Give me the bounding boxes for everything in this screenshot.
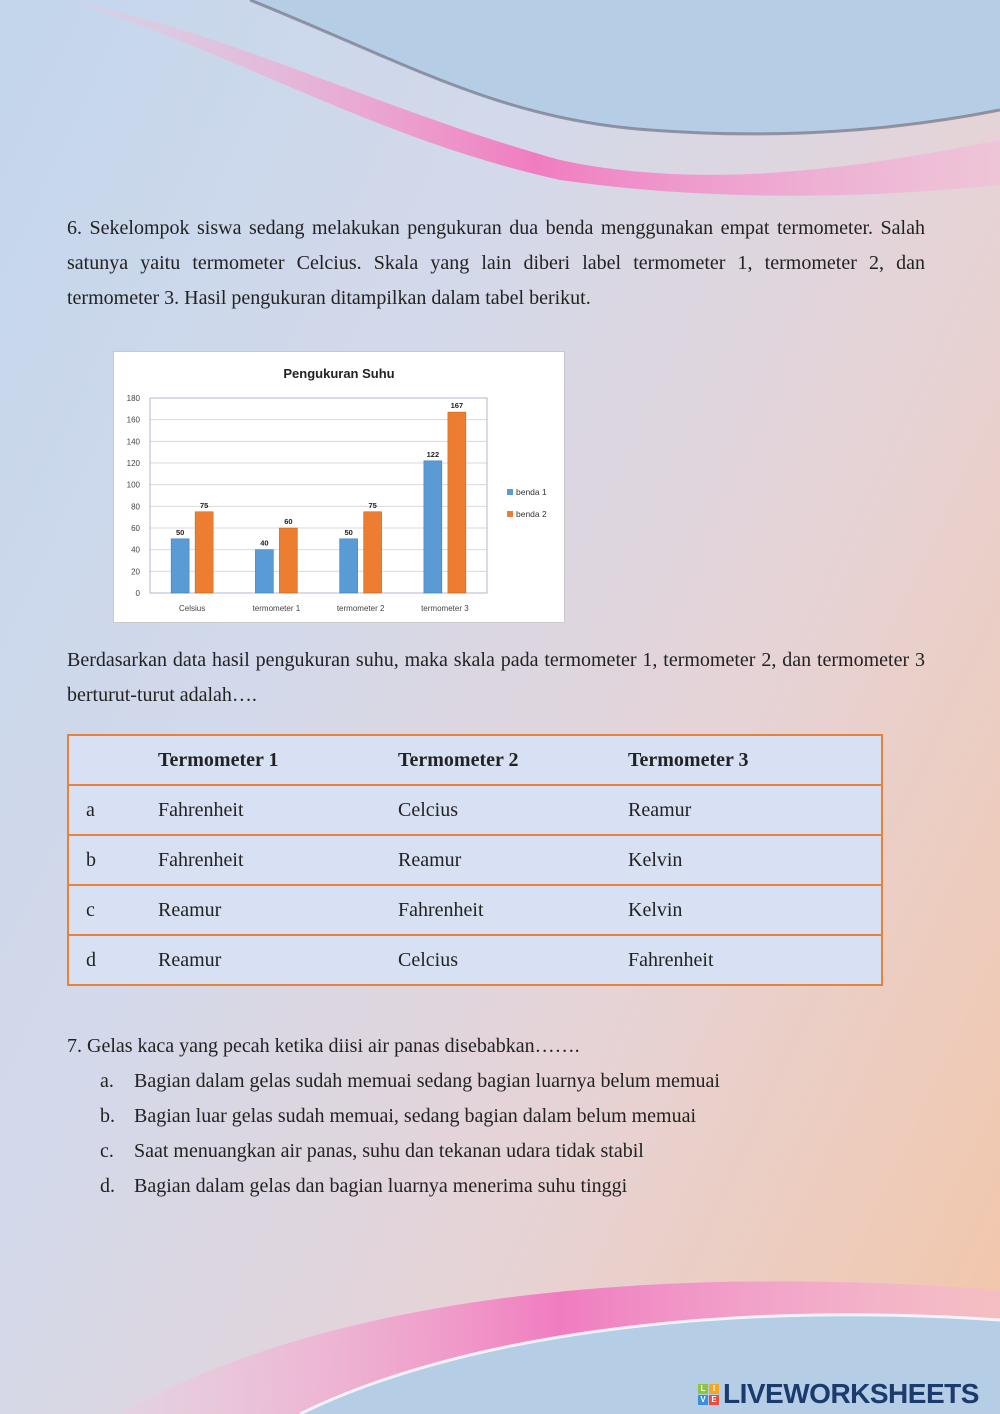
data-label: 50 bbox=[175, 527, 185, 537]
top-wave-decoration bbox=[0, 0, 1000, 200]
x-tick-label: termometer 2 bbox=[336, 604, 385, 613]
table-cell: b bbox=[68, 835, 158, 885]
legend-label: benda 2 bbox=[516, 509, 547, 519]
table-cell: Kelvin bbox=[628, 835, 882, 885]
bar-benda-2 bbox=[448, 412, 466, 593]
badge-letter: L bbox=[698, 1384, 708, 1394]
table-cell: Kelvin bbox=[628, 885, 882, 935]
table-row[interactable] bbox=[68, 935, 882, 985]
y-tick-label: 160 bbox=[126, 415, 140, 425]
logo-badge-icon bbox=[698, 1384, 719, 1405]
table-cell: Celcius bbox=[398, 785, 628, 835]
table-cell: a bbox=[68, 785, 158, 835]
data-label: 167 bbox=[450, 401, 464, 411]
x-tick-label: termometer 1 bbox=[252, 604, 301, 613]
logo-text: LIVEWORKSHEETS bbox=[723, 1378, 979, 1409]
question-7-text: 7. Gelas kaca yang pecah ketika diisi air panas disebabkan……. bbox=[67, 1035, 580, 1057]
table-cell: Fahrenheit bbox=[398, 885, 628, 935]
data-label: 75 bbox=[199, 500, 209, 510]
data-label: 40 bbox=[260, 538, 269, 548]
table-header: Termometer 1 bbox=[158, 735, 398, 785]
table-cell: Fahrenheit bbox=[628, 935, 882, 985]
bar-benda-2 bbox=[364, 512, 382, 593]
table-cell: Reamur bbox=[158, 935, 398, 985]
badge-letter: V bbox=[698, 1395, 708, 1405]
chart-title: Pengukuran Suhu bbox=[283, 366, 395, 381]
table-cell: Reamur bbox=[628, 785, 882, 835]
y-tick-label: 100 bbox=[126, 480, 140, 490]
y-tick-label: 20 bbox=[131, 567, 140, 577]
liveworksheets-logo bbox=[698, 1378, 979, 1410]
bar-chart bbox=[113, 351, 565, 623]
chart-svg bbox=[114, 352, 564, 622]
table-cell: Fahrenheit bbox=[158, 835, 398, 885]
question-6-text: 6. Sekelompok siswa sedang melakukan pengukuran dua benda menggunakan empat termometer. Salah satunya yaitu termometer Celcius. Skala yang lain diberi label termometer 1, termometer 2, dan termometer 3. Hasil pengukuran ditampilkan dalam tabel berikut. bbox=[67, 217, 925, 309]
bar-benda-1 bbox=[255, 550, 273, 593]
bar-benda-1 bbox=[171, 539, 189, 593]
data-label: 122 bbox=[426, 449, 440, 459]
table-cell: c bbox=[68, 885, 158, 935]
table-header: Termometer 3 bbox=[628, 735, 882, 785]
option-text: Bagian dalam gelas sudah memuai sedang bagian luarnya belum memuai bbox=[134, 1070, 720, 1092]
table-cell: Celcius bbox=[398, 935, 628, 985]
bar-benda-2 bbox=[279, 528, 297, 593]
legend-swatch bbox=[507, 489, 513, 495]
y-tick-label: 140 bbox=[126, 437, 140, 447]
table-header: Termometer 2 bbox=[398, 735, 628, 785]
table-cell: d bbox=[68, 935, 158, 985]
option-letter: d. bbox=[100, 1175, 115, 1197]
y-tick-label: 80 bbox=[131, 502, 140, 512]
option-text: Bagian dalam gelas dan bagian luarnya menerima suhu tinggi bbox=[134, 1175, 628, 1197]
badge-letter: E bbox=[709, 1395, 719, 1405]
data-label: 60 bbox=[284, 517, 293, 526]
y-tick-label: 40 bbox=[131, 545, 140, 555]
y-tick-label: 0 bbox=[135, 589, 140, 598]
y-tick-label: 180 bbox=[126, 394, 140, 403]
answer-table bbox=[67, 734, 883, 986]
table-cell: Fahrenheit bbox=[158, 785, 398, 835]
option-text: Saat menuangkan air panas, suhu dan tekanan udara tidak stabil bbox=[134, 1140, 644, 1162]
y-tick-label: 120 bbox=[126, 459, 140, 468]
legend-swatch bbox=[507, 511, 513, 517]
table-row[interactable] bbox=[68, 885, 882, 935]
bar-benda-1 bbox=[340, 539, 358, 593]
option-letter: c. bbox=[100, 1140, 114, 1162]
table-header bbox=[68, 735, 158, 785]
option-letter: b. bbox=[100, 1105, 115, 1127]
bar-benda-1 bbox=[424, 461, 442, 593]
table-row[interactable] bbox=[68, 785, 882, 835]
data-label: 50 bbox=[344, 527, 353, 537]
legend-label: benda 1 bbox=[516, 487, 547, 497]
table-header-row bbox=[68, 735, 882, 785]
table-row[interactable] bbox=[68, 835, 882, 885]
x-tick-label: Celsius bbox=[179, 604, 206, 613]
badge-letter: I bbox=[709, 1384, 719, 1394]
table-cell: Reamur bbox=[158, 885, 398, 935]
bar-benda-2 bbox=[195, 512, 213, 593]
table-cell: Reamur bbox=[398, 835, 628, 885]
option-letter: a. bbox=[100, 1070, 114, 1092]
option-text: Bagian luar gelas sudah memuai, sedang bagian dalam belum memuai bbox=[134, 1105, 697, 1127]
x-tick-label: termometer 3 bbox=[421, 604, 469, 613]
y-tick-label: 60 bbox=[131, 524, 140, 533]
data-label: 75 bbox=[368, 500, 377, 510]
question-6-prompt: Berdasarkan data hasil pengukuran suhu, maka skala pada termometer 1, termometer 2, dan termometer 3 berturut-turut adalah…. bbox=[67, 649, 925, 706]
